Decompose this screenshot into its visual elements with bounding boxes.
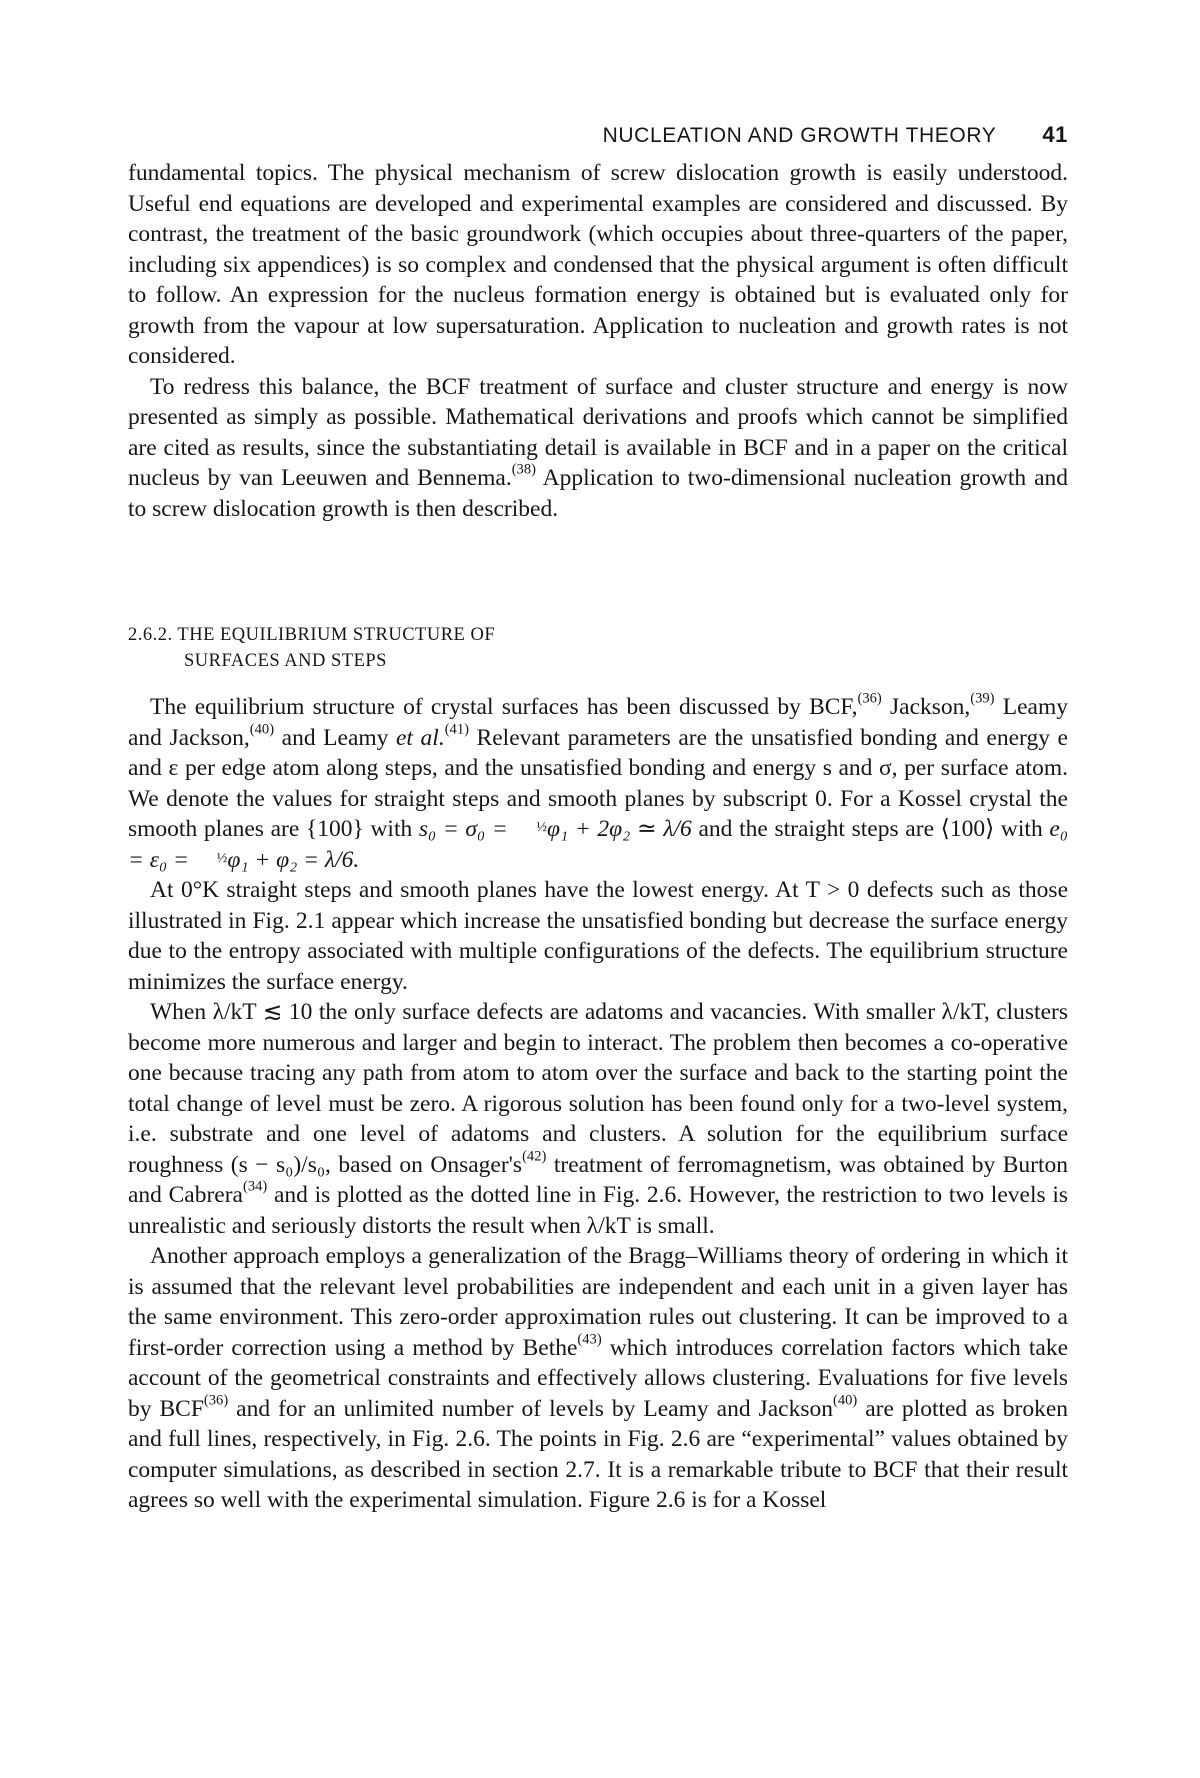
paragraph-5-text-c: and is plotted as the dotted line in Fig. 2.6. However, the restriction to two levels is unrealistic and seriously distorts the result when λ/kT is small. — [128, 1182, 1068, 1239]
citation-43: (43) — [577, 1331, 602, 1348]
section-number: 2.6.2. — [128, 625, 173, 645]
paragraph-3-text-f: and the straight steps are ⟨100⟩ with — [691, 816, 1050, 842]
paragraph-4 — [128, 875, 1068, 997]
paragraph-5-text-b: treatment of ferromagnetism, was obtained by Burton and Cabrera — [128, 1151, 1068, 1208]
section-title-line-1: THE EQUILIBRIUM STRUCTURE OF — [177, 625, 496, 645]
paragraph-2-text-b: Application to two-dimensional nucleation growth and to screw dislocation growth is then described. — [128, 465, 1069, 522]
citation-39: (39) — [970, 690, 995, 707]
running-head — [128, 120, 1068, 150]
page — [128, 120, 1068, 1516]
paragraph-2-text-a: To redress this balance, the BCF treatment of surface and cluster structure and energy is now presented as simply as possible. Mathematical derivations and proofs which cannot be simplified are cited as results, since the substantiating detail is available in BCF and in a paper on the critical nucleus by van Leeuwen and Bennema. — [128, 373, 1068, 491]
equation-step-energy-rhs: φ₁ + φ₂ = λ/6. — [227, 846, 360, 873]
citation-41: (41) — [444, 721, 469, 738]
equation-surface-energy-rhs: φ₁ + 2φ₂ ≃ λ/6 — [546, 816, 692, 842]
paragraph-3-text-e: Relevant parameters are the unsatisfied bonding and energy e and ε per edge atom along steps, and the unsatisfied bonding and energy s and σ, per surface atom. We denote the values for straight steps and smooth planes by subscript 0. For a Kossel crystal the smooth planes are {100} with — [128, 724, 1068, 842]
paragraph-3-text-c: Leamy and Jackson, — [128, 694, 1068, 751]
paragraph-1-text: fundamental topics. The physical mechanism of screw dislocation growth is easily understood. Useful end equations are developed and experimental examples are considered and discussed. By contrast, the treatment of the basic groundwork (which occupies about three-quarters of the paper, including six appendices) is so complex and condensed that the physical argument is often difficult to follow. An expression for the nucleus formation energy is obtained but is evaluated only for growth from the vapour at low supersaturation. Application to nucleation and growth rates is not considered. — [128, 160, 1068, 369]
citation-34: (34) — [243, 1178, 268, 1195]
paragraph-6-text-a: Another approach employs a generalization of the Bragg–Williams theory of ordering in which it is assumed that the relevant level probabilities are independent and each unit in a given layer has the same environment. This zero-order approximation rules out clustering. It can be improved to a first-order correction using a method by Bethe — [128, 1243, 1068, 1361]
citation-36-b: (36) — [203, 1392, 229, 1409]
citation-40-b: (40) — [832, 1392, 858, 1409]
citation-38: (38) — [511, 461, 536, 478]
citation-42: (42) — [522, 1148, 547, 1165]
paragraph-6-text-d: are plotted as broken and full lines, respectively, in Fig. 2.6. The points in Fig. 2.6 are “experimental” values obtained by computer simulations, as described in section 2.7. It is a remarkable tribute to BCF that their result agrees so well with the experimental simulation. Figure 2.6 is for a Kossel — [128, 1395, 1068, 1513]
paragraph-5-text-a: When λ/kT ≲ 10 the only surface defects are adatoms and vacancies. With smaller λ/kT, clusters become more numerous and larger and begin to interact. The problem then becomes a co-operative one because tracing any path from atom to atom over the surface and back to the starting point the total change of level must be zero. A rigorous solution has been found only for a two-level system, i.e. substrate and one level of adatoms and clusters. A solution for the equilibrium surface roughness (s − s₀)/s₀, based on Onsager's — [128, 999, 1068, 1178]
paragraph-3-text-b: Jackson, — [881, 694, 971, 720]
equation-surface-energy-lhs: s₀ = σ₀ = — [418, 816, 515, 842]
paragraph-4-text: At 0°K straight steps and smooth planes have the lowest energy. At T > 0 defects such as those illustrated in Fig. 2.1 appear which increase the unsatisfied bonding but decrease the surface energy due to the entropy associated with multiple configurations of the defects. The equilibrium structure minimizes the surface energy. — [128, 877, 1068, 995]
section-heading — [128, 622, 1068, 674]
citation-40: (40) — [249, 721, 275, 738]
citation-36: (36) — [857, 690, 882, 707]
equation-step-energy-lhs: e₀ = ε₀ = — [128, 816, 1068, 873]
fraction-half: ½ — [536, 819, 547, 836]
section-title-line-2: SURFACES AND STEPS — [184, 651, 387, 671]
paragraph-6-text-b: which introduces correlation factors which take account of the geometrical constraints and effectively allows clustering. Evaluations for five levels by BCF — [128, 1334, 1069, 1422]
fraction-half-2: ½ — [216, 849, 228, 866]
paragraph-1 — [128, 158, 1068, 372]
paragraph-3 — [128, 692, 1068, 875]
paragraph-5 — [128, 997, 1068, 1241]
paragraph-6-text-c: and for an unlimited number of levels by Leamy and Jackson — [228, 1395, 833, 1422]
page-number: 41 — [1042, 122, 1068, 147]
paragraph-2 — [128, 372, 1068, 525]
running-title: NUCLEATION AND GROWTH THEORY — [602, 124, 997, 147]
paragraph-3-text-d: and Leamy — [274, 724, 396, 751]
paragraph-3-text-a: The equilibrium structure of crystal surfaces has been discussed by BCF, — [150, 694, 858, 720]
paragraph-6 — [128, 1241, 1068, 1516]
et-al: et al. — [396, 724, 445, 751]
